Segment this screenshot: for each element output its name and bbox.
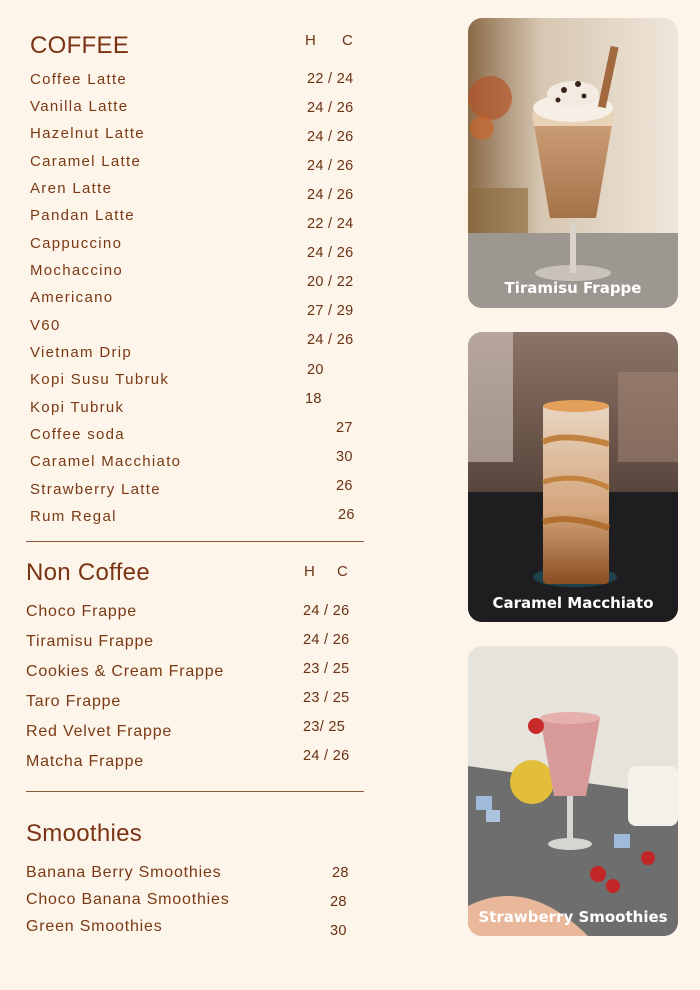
- menu-item-name: Hazelnut Latte: [30, 125, 145, 142]
- caramel-macchiato-image: [468, 332, 678, 622]
- menu-item-price: 26: [338, 507, 355, 523]
- menu-item-name: Americano: [30, 289, 114, 306]
- menu-item-name: Coffee soda: [30, 426, 125, 443]
- coffee-col-h: H: [305, 32, 322, 49]
- menu-item-name: Pandan Latte: [30, 207, 135, 224]
- coffee-col-c: C: [342, 32, 359, 49]
- smoothies-heading: Smoothies: [26, 820, 143, 847]
- menu-item-name: Kopi Susu Tubruk: [30, 371, 170, 388]
- non-coffee-col-c: C: [337, 563, 354, 580]
- non-coffee-heading: Non Coffee: [26, 559, 150, 586]
- menu-item-name: Banana Berry Smoothies: [26, 864, 222, 881]
- menu-item-name: Rum Regal: [30, 508, 117, 525]
- menu-item-price: 24 / 26: [303, 603, 350, 619]
- menu-item-price: 23 / 25: [303, 661, 350, 677]
- menu-item-price: 18: [305, 391, 322, 407]
- menu-item-price: 22 / 24: [307, 216, 354, 232]
- photo-tiramisu-frappe: [468, 18, 678, 308]
- menu-item-name: Tiramisu Frappe: [26, 633, 154, 650]
- photo-caption: Tiramisu Frappe: [504, 279, 642, 297]
- menu-item-name: Red Velvet Frappe: [26, 723, 173, 740]
- menu-item-price: 24 / 26: [307, 158, 354, 174]
- menu-item-price: 24 / 26: [307, 245, 354, 261]
- menu-item-price: 24 / 26: [307, 100, 354, 116]
- menu-item-name: Caramel Macchiato: [30, 453, 182, 470]
- menu-item-price: 20 / 22: [307, 274, 354, 290]
- menu-item-name: Aren Latte: [30, 180, 113, 197]
- menu-item-name: Green Smoothies: [26, 918, 163, 935]
- menu-item-price: 24 / 26: [307, 332, 354, 348]
- menu-item-price: 30: [330, 923, 347, 939]
- photo-strawberry-smoothies: [468, 646, 678, 936]
- menu-item-price: 23/ 25: [303, 719, 346, 735]
- menu-item-name: Caramel Latte: [30, 153, 142, 170]
- menu-item-price: 27: [336, 420, 353, 436]
- menu-item-name: Kopi Tubruk: [30, 399, 125, 416]
- menu-item-name: Cookies & Cream Frappe: [26, 663, 225, 680]
- menu-item-price: 30: [336, 449, 353, 465]
- menu-item-name: Coffee Latte: [30, 71, 128, 88]
- photo-caramel-macchiato: [468, 332, 678, 622]
- menu-item-price: 22 / 24: [307, 71, 354, 87]
- menu-item-price: 28: [332, 865, 349, 881]
- section-divider: [26, 541, 364, 542]
- menu-item-price: 28: [330, 894, 347, 910]
- menu-item-price: 24 / 26: [303, 632, 350, 648]
- tiramisu-frappe-image: [468, 18, 678, 308]
- menu-item-price: 24 / 26: [307, 129, 354, 145]
- coffee-heading: COFFEE: [30, 32, 130, 59]
- photo-caption: Strawberry Smoothies: [478, 908, 668, 926]
- photo-caption: Caramel Macchiato: [492, 594, 654, 612]
- menu-item-price: 24 / 26: [303, 748, 350, 764]
- menu-item-price: 26: [336, 478, 353, 494]
- menu-item-name: Strawberry Latte: [30, 481, 161, 498]
- menu-item-name: Vanilla Latte: [30, 98, 129, 115]
- menu-item-name: V60: [30, 317, 61, 334]
- non-coffee-col-h: H: [304, 563, 321, 580]
- menu-item-name: Vietnam Drip: [30, 344, 133, 361]
- menu-item-name: Taro Frappe: [26, 693, 122, 710]
- menu-item-name: Choco Banana Smoothies: [26, 891, 230, 908]
- menu-item-name: Mochaccino: [30, 262, 124, 279]
- menu-item-name: Choco Frappe: [26, 603, 137, 620]
- strawberry-smoothies-image: [468, 646, 678, 936]
- menu-item-price: 27 / 29: [307, 303, 354, 319]
- section-divider: [26, 791, 364, 792]
- menu-item-price: 23 / 25: [303, 690, 350, 706]
- menu-item-price: 20: [307, 362, 324, 378]
- menu-item-name: Matcha Frappe: [26, 753, 145, 770]
- menu-item-name: Cappuccino: [30, 235, 123, 252]
- menu-item-price: 24 / 26: [307, 187, 354, 203]
